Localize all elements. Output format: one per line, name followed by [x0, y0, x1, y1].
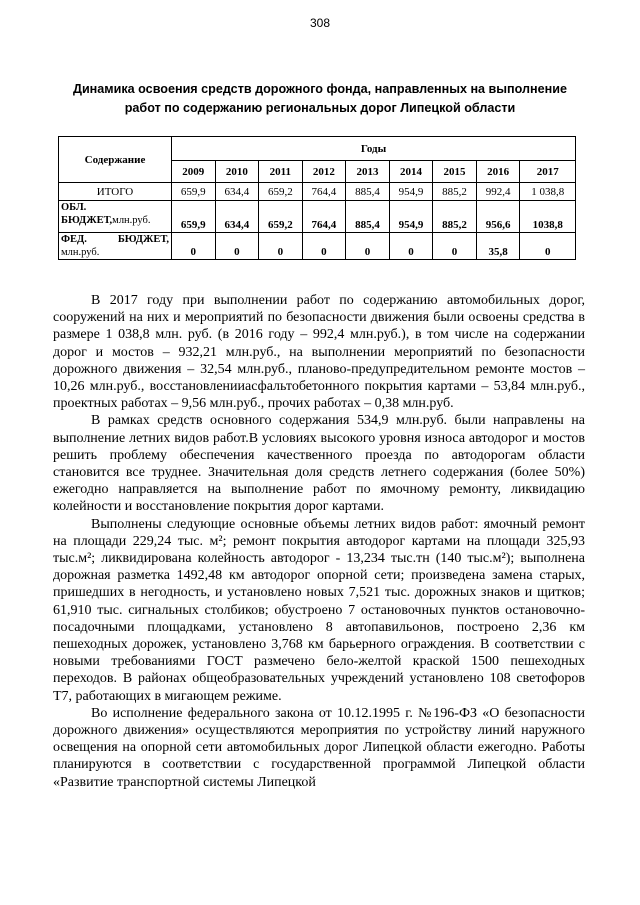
paragraph: В 2017 году при выполнении работ по содержанию автомобильных дорог, сооружений на них и мероприятий по безопасности движения были освоены средства в размере 1 038,8 млн. руб. (в 2016 году – 992,4 млн.руб.), в том числе на содержании дорог и мостов – 932,21 млн.руб., на выполнении мероприятий по безопасности дорожного движения – 32,54 млн.руб., планово-предупредительном ремонте мостов – 10,26 млн.руб., восстановленииасфальтобетонного покрытия картами – 53,84 млн.руб., проектных работах – 9,56 млн.руб., прочих работах – 0,38 млн.руб.: [53, 293, 585, 412]
table-cell: 0: [520, 233, 576, 260]
table-cell: 659,2: [259, 201, 303, 233]
table-cell: 659,9: [172, 201, 216, 233]
table-cell: 0: [215, 233, 259, 260]
year-header: 2013: [346, 161, 390, 183]
table-cell: 992,4: [476, 183, 520, 201]
paragraph: Во исполнение федерального закона от 10.12.1995 г. №196-ФЗ «О безопасности дорожного движения» осуществляются мероприятия по устройству линий наружного освещения на опорной сети автомобильных дорог Липецкой области ежегодно. Работы планируются в соответствии с государственной программой Липецкой области «Развитие транспортной системы Липецкой: [53, 705, 585, 790]
table-cell: 0: [433, 233, 477, 260]
table-title-line-2: работ по содержанию региональных дорог Липецкой области: [124, 101, 516, 115]
paragraph: В рамках средств основного содержания 534,9 млн.руб. были направлены на выполнение летних видов работ.В условиях высокого уровня износа автодорог и мостов решить проблему обеспечения качественного проезда по автодорогам области становится все труднее. Значительная доля средств летнего содержания (более 50%) ежегодно направляется на выполнение работ по ямочному ремонту, ликвидацию колейности и восстановление покрытия дорог картами.: [53, 413, 585, 515]
table-cell: 659,9: [172, 183, 216, 201]
row-label-unit: млн.руб.: [61, 247, 100, 258]
table-title: [40, 80, 600, 118]
year-header: 2017: [520, 161, 576, 183]
road-fund-table: [58, 136, 576, 260]
table-cell: 956,6: [476, 201, 520, 233]
table-cell: 954,9: [389, 201, 433, 233]
table-cell: 885,4: [346, 201, 390, 233]
table-cell: 885,2: [433, 201, 477, 233]
table-cell: 0: [302, 233, 346, 260]
year-header: 2012: [302, 161, 346, 183]
table-cell: 1038,8: [520, 201, 576, 233]
row-label: [59, 233, 172, 260]
row-label-part: БЮДЖЕТ,: [61, 215, 113, 226]
table-cell: 764,4: [302, 183, 346, 201]
table-cell: 885,4: [346, 183, 390, 201]
table-header-row: [59, 137, 576, 161]
table-cell: 659,2: [259, 183, 303, 201]
table-cell: 954,9: [389, 183, 433, 201]
paragraph: Выполнены следующие основные объемы летних видов работ: ямочный ремонт на площади 229,24 тыс. м²; ремонт покрытия автодорог картами на площади 325,93 тыс.м²; ликвидирована колейность автодорог - 13,234 тыс.тн (140 тыс.м²); выполнена дорожная разметка 1492,48 км автодорог опорной сети; произведена замена старых, пришедших в негодность, и установлено новых 7,521 тыс. дорожных знаков и щитков; 61,910 тыс. сигнальных столбиков; обустроено 7 остановочных пунктов остановочно-посадочными площадками, установлено 8 автопавильонов, построено 2,36 км пешеходных дорожек, установлено 3,768 км барьерного ограждения. В соответствии с новыми требованиями ГОСТ размечено бело-желтой краской 1500 пешеходных переходов. В районах общеобразовательных учреждений установлено 108 светофоров Т7, работающих в мигающем режиме.: [53, 516, 585, 704]
row-label-part: ОБЛ.: [61, 202, 87, 213]
table-cell: 0: [389, 233, 433, 260]
header-years: Годы: [172, 137, 576, 161]
year-header: 2014: [389, 161, 433, 183]
header-content: Содержание: [59, 137, 172, 183]
table-cell: 634,4: [215, 183, 259, 201]
table-cell: 1 038,8: [520, 183, 576, 201]
year-header: 2009: [172, 161, 216, 183]
table-cell: 634,4: [215, 201, 259, 233]
row-label-part: БЮДЖЕТ,: [117, 234, 169, 245]
year-header: 2010: [215, 161, 259, 183]
year-header: 2015: [433, 161, 477, 183]
row-label: [59, 201, 172, 233]
row-label-part: ФЕД.: [61, 234, 87, 245]
page-number: 308: [309, 16, 331, 30]
table-cell: 35,8: [476, 233, 520, 260]
row-label: ИТОГО: [59, 183, 172, 201]
table-cell: 0: [172, 233, 216, 260]
table-title-line-1: Динамика освоения средств дорожного фонда, направленных на выполнение: [72, 82, 568, 96]
year-header: 2011: [259, 161, 303, 183]
table-row-total: [59, 183, 576, 201]
table-cell: 764,4: [302, 201, 346, 233]
table-cell: 0: [259, 233, 303, 260]
row-label-unit: млн.руб.: [112, 215, 151, 226]
year-header: 2016: [476, 161, 520, 183]
table-cell: 885,2: [433, 183, 477, 201]
table-cell: 0: [346, 233, 390, 260]
body-text: [53, 292, 585, 791]
table-row-regional-budget: [59, 201, 576, 233]
table-row-federal-budget: [59, 233, 576, 260]
